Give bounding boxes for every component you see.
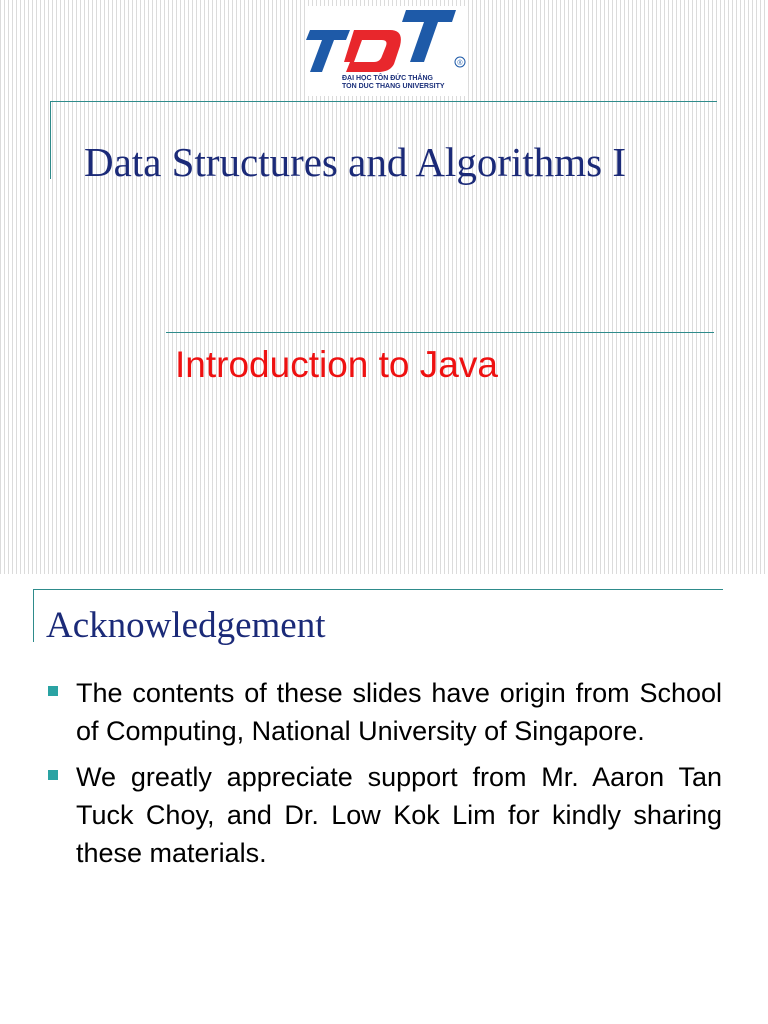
ack-title: Acknowledgement [46, 605, 326, 646]
title-left-rule [50, 101, 51, 179]
bullet-text: The contents of these slides have origin from School of Computing, National University of Singapore. [76, 678, 722, 746]
list-item [40, 674, 722, 750]
acknowledgement-slide [0, 574, 768, 1024]
square-bullet-icon [48, 686, 58, 696]
subtitle-rule [166, 332, 714, 333]
ack-top-rule [33, 589, 723, 590]
bullet-text: We greatly appreciate support from Mr. Aaron Tan Tuck Choy, and Dr. Low Kok Lim for kindly sharing these materials. [76, 762, 722, 868]
slide-subtitle: Introduction to Java [175, 344, 498, 385]
square-bullet-icon [48, 770, 58, 780]
logo-line-english: TON DUC THANG UNIVERSITY [342, 83, 445, 90]
slide-title: Data Structures and Algorithms I [84, 139, 627, 185]
title-top-rule [50, 101, 717, 102]
tdt-logo-mark-icon [306, 6, 466, 76]
ack-left-rule [33, 589, 34, 642]
logo-line-vietnamese: ĐẠI HỌC TÔN ĐỨC THẮNG [342, 75, 433, 82]
bullet-list [40, 674, 722, 880]
university-logo [306, 6, 466, 96]
list-item [40, 758, 722, 872]
registered-mark: ® [457, 60, 463, 67]
